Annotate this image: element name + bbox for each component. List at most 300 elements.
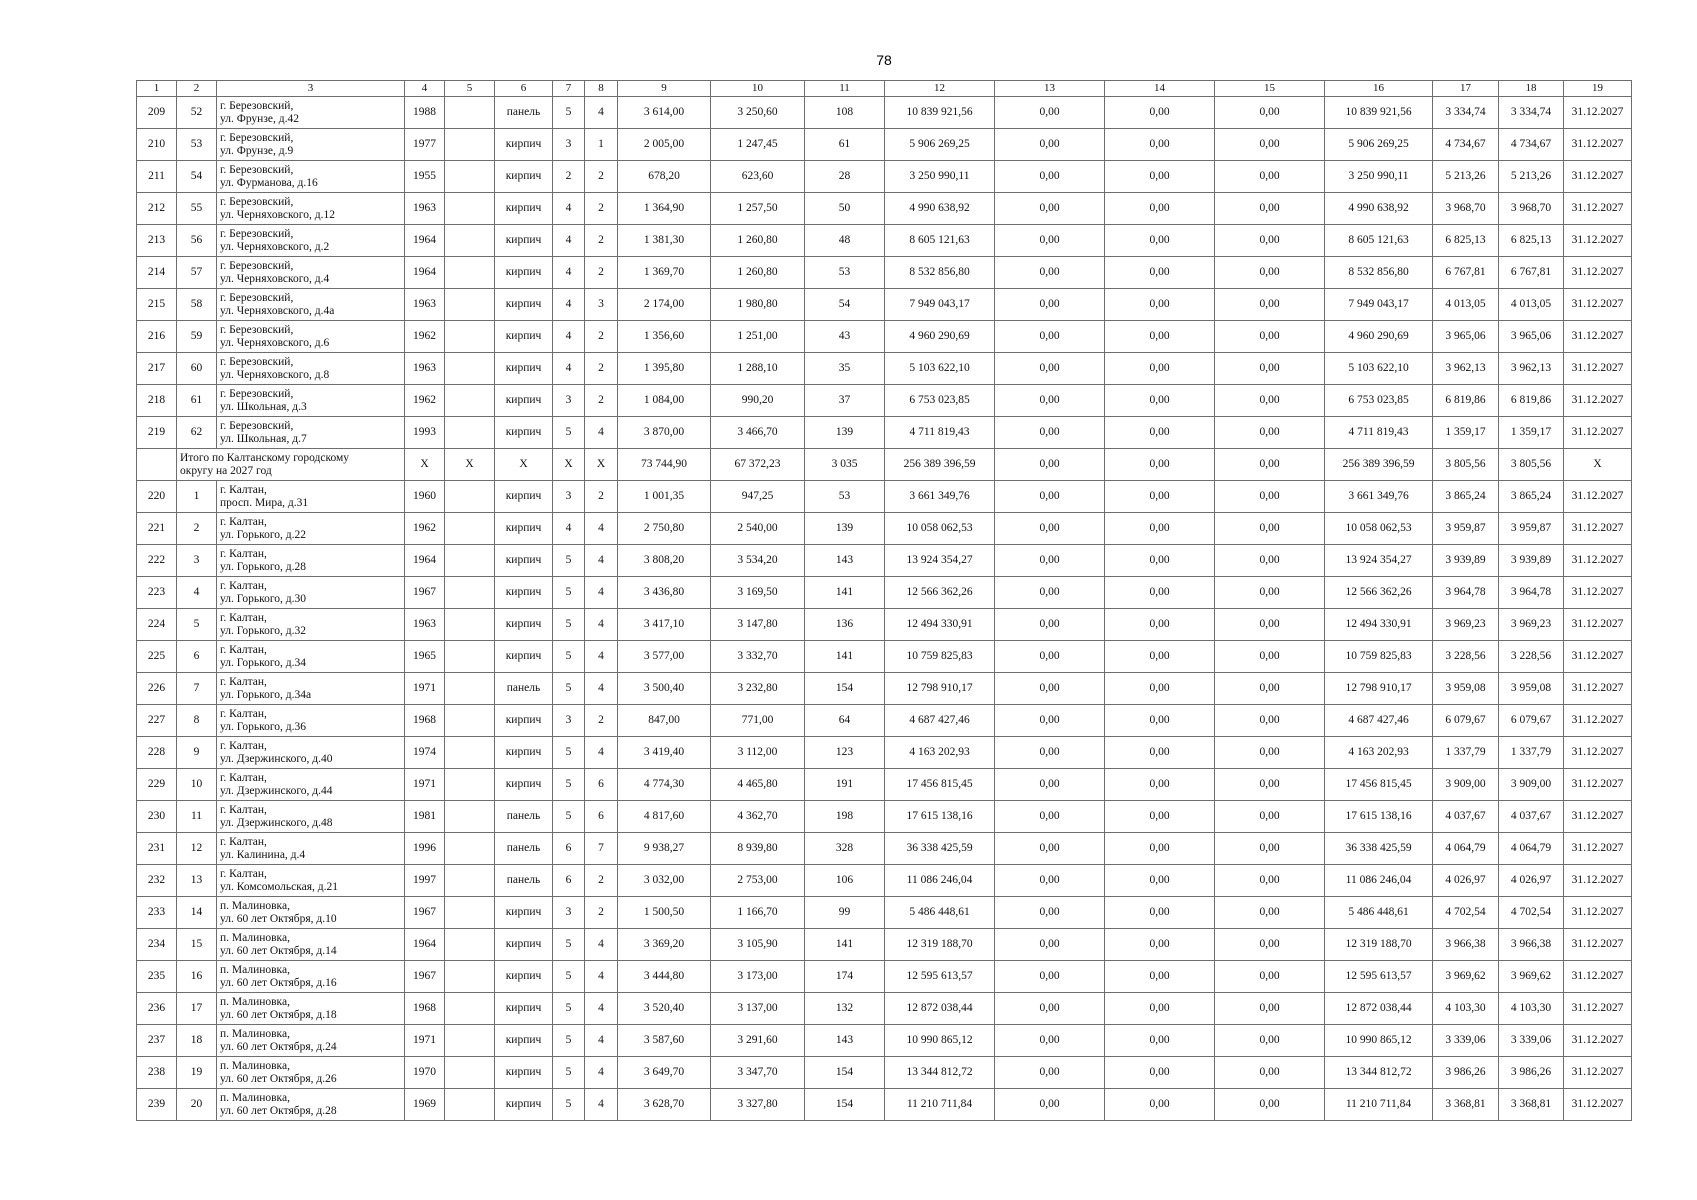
cell-col-6: кирпич <box>495 193 553 225</box>
cell-col-7: 5 <box>553 609 585 641</box>
cell-col-1: 219 <box>137 417 177 449</box>
cell-col-10: 2 540,00 <box>711 513 805 545</box>
address-line: ул. Горького, д.30 <box>220 592 307 605</box>
cell-col-8: 4 <box>585 1025 618 1057</box>
cell-col-17: 4 702,54 <box>1433 897 1499 929</box>
cell-col-15: 0,00 <box>1215 961 1325 993</box>
cell-col-16: 5 103 622,10 <box>1325 353 1433 385</box>
cell-col-4: 1968 <box>405 993 445 1025</box>
cell-col-13: 0,00 <box>995 97 1105 129</box>
cell-col-12: 8 532 856,80 <box>885 257 995 289</box>
cell-col-14: 0,00 <box>1105 545 1215 577</box>
cell-col-5 <box>445 737 495 769</box>
cell-col-7: 6 <box>553 865 585 897</box>
cell-col-7: 5 <box>553 417 585 449</box>
table-row <box>137 705 1632 737</box>
cell-col-6: кирпич <box>495 161 553 193</box>
address-line: г. Березовский, <box>220 131 294 144</box>
address-line: г. Березовский, <box>220 291 294 304</box>
cell-col-17: 3 986,26 <box>1433 1057 1499 1089</box>
cell-col-19: 31.12.2027 <box>1564 257 1632 289</box>
cell-col-15: 0,00 <box>1215 705 1325 737</box>
cell-col-7: 4 <box>553 353 585 385</box>
table-row <box>137 929 1632 961</box>
cell-col-15: 0,00 <box>1215 129 1325 161</box>
cell-col-12: 5 103 622,10 <box>885 353 995 385</box>
subtotal-label-line: Итого по Калтанскому городскому <box>180 451 350 464</box>
cell-col-5 <box>445 833 495 865</box>
cell-col-6: кирпич <box>495 993 553 1025</box>
cell-col-10: 1 257,50 <box>711 193 805 225</box>
cell-col-9: 3 500,40 <box>618 673 711 705</box>
cell-col-1: 218 <box>137 385 177 417</box>
cell-col-14: 0,00 <box>1105 961 1215 993</box>
cell-col-17: 3 339,06 <box>1433 1025 1499 1057</box>
cell-col-19: 31.12.2027 <box>1564 353 1632 385</box>
table-row <box>137 417 1632 449</box>
subtotal-row <box>137 449 1632 481</box>
subtotal-cell-col-13: 0,00 <box>995 449 1105 481</box>
cell-col-6: кирпич <box>495 705 553 737</box>
cell-col-18: 3 964,78 <box>1499 577 1564 609</box>
cell-col-13: 0,00 <box>995 225 1105 257</box>
table-row <box>137 833 1632 865</box>
cell-col-7: 5 <box>553 1025 585 1057</box>
cell-col-10: 4 465,80 <box>711 769 805 801</box>
cell-col-11: 99 <box>805 897 885 929</box>
cell-col-11: 143 <box>805 1025 885 1057</box>
cell-col-16: 13 344 812,72 <box>1325 1057 1433 1089</box>
cell-col-12: 12 595 613,57 <box>885 961 995 993</box>
address-line: ул. Горького, д.36 <box>220 720 307 733</box>
cell-col-4: 1964 <box>405 545 445 577</box>
cell-col-12: 13 924 354,27 <box>885 545 995 577</box>
column-header-19: 19 <box>1564 81 1632 97</box>
cell-col-17: 4 103,30 <box>1433 993 1499 1025</box>
address-line: г. Калтан, <box>220 483 267 496</box>
cell-col-10: 947,25 <box>711 481 805 513</box>
cell-col-18: 3 865,24 <box>1499 481 1564 513</box>
cell-col-10: 3 147,80 <box>711 609 805 641</box>
column-header-10: 10 <box>711 81 805 97</box>
cell-col-14: 0,00 <box>1105 225 1215 257</box>
address-line: г. Калтан, <box>220 643 267 656</box>
cell-col-13: 0,00 <box>995 513 1105 545</box>
cell-col-14: 0,00 <box>1105 833 1215 865</box>
cell-col-4: 1964 <box>405 225 445 257</box>
address-cell <box>217 609 405 641</box>
cell-col-2: 62 <box>177 417 217 449</box>
cell-col-8: 2 <box>585 385 618 417</box>
cell-col-12: 5 486 448,61 <box>885 897 995 929</box>
cell-col-16: 11 210 711,84 <box>1325 1089 1433 1121</box>
cell-col-18: 6 825,13 <box>1499 225 1564 257</box>
cell-col-9: 1 500,50 <box>618 897 711 929</box>
column-header-7: 7 <box>553 81 585 97</box>
cell-col-2: 54 <box>177 161 217 193</box>
cell-col-10: 1 288,10 <box>711 353 805 385</box>
cell-col-19: 31.12.2027 <box>1564 833 1632 865</box>
cell-col-13: 0,00 <box>995 321 1105 353</box>
cell-col-4: 1964 <box>405 257 445 289</box>
cell-col-13: 0,00 <box>995 929 1105 961</box>
table-row <box>137 641 1632 673</box>
cell-col-7: 5 <box>553 545 585 577</box>
cell-col-18: 3 228,56 <box>1499 641 1564 673</box>
cell-col-14: 0,00 <box>1105 737 1215 769</box>
cell-col-5 <box>445 193 495 225</box>
cell-col-13: 0,00 <box>995 577 1105 609</box>
cell-col-11: 136 <box>805 609 885 641</box>
cell-col-6: панель <box>495 673 553 705</box>
cell-col-12: 7 949 043,17 <box>885 289 995 321</box>
cell-col-7: 5 <box>553 801 585 833</box>
cell-col-18: 5 213,26 <box>1499 161 1564 193</box>
address-line: просп. Мира, д.31 <box>220 496 309 509</box>
cell-col-9: 1 395,80 <box>618 353 711 385</box>
cell-col-13: 0,00 <box>995 257 1105 289</box>
cell-col-8: 6 <box>585 801 618 833</box>
cell-col-6: кирпич <box>495 641 553 673</box>
cell-col-5 <box>445 609 495 641</box>
address-line: г. Калтан, <box>220 675 267 688</box>
cell-col-10: 1 260,80 <box>711 225 805 257</box>
address-cell <box>217 737 405 769</box>
cell-col-1: 225 <box>137 641 177 673</box>
cell-col-5 <box>445 481 495 513</box>
cell-col-5 <box>445 97 495 129</box>
column-header-8: 8 <box>585 81 618 97</box>
cell-col-2: 20 <box>177 1089 217 1121</box>
cell-col-15: 0,00 <box>1215 289 1325 321</box>
cell-col-6: кирпич <box>495 417 553 449</box>
cell-col-1: 234 <box>137 929 177 961</box>
cell-col-12: 3 250 990,11 <box>885 161 995 193</box>
cell-col-2: 12 <box>177 833 217 865</box>
cell-col-7: 3 <box>553 481 585 513</box>
cell-col-19: 31.12.2027 <box>1564 129 1632 161</box>
cell-col-12: 4 990 638,92 <box>885 193 995 225</box>
cell-col-8: 4 <box>585 1057 618 1089</box>
table-row <box>137 481 1632 513</box>
cell-col-12: 6 753 023,85 <box>885 385 995 417</box>
cell-col-6: кирпич <box>495 1089 553 1121</box>
cell-col-4: 1968 <box>405 705 445 737</box>
cell-col-14: 0,00 <box>1105 673 1215 705</box>
cell-col-10: 3 347,70 <box>711 1057 805 1089</box>
cell-col-11: 28 <box>805 161 885 193</box>
address-line: п. Малиновка, <box>220 899 290 912</box>
cell-col-10: 1 251,00 <box>711 321 805 353</box>
cell-col-11: 64 <box>805 705 885 737</box>
subtotal-cell-col-10: 67 372,23 <box>711 449 805 481</box>
cell-col-8: 4 <box>585 609 618 641</box>
cell-col-6: кирпич <box>495 225 553 257</box>
cell-col-18: 3 959,87 <box>1499 513 1564 545</box>
subtotal-cell-col-6: X <box>495 449 553 481</box>
cell-col-5 <box>445 289 495 321</box>
cell-col-10: 3 534,20 <box>711 545 805 577</box>
cell-col-19: 31.12.2027 <box>1564 609 1632 641</box>
cell-col-13: 0,00 <box>995 737 1105 769</box>
cell-col-1: 228 <box>137 737 177 769</box>
cell-col-4: 1997 <box>405 865 445 897</box>
cell-col-19: 31.12.2027 <box>1564 289 1632 321</box>
empty-cell <box>137 449 177 481</box>
cell-col-8: 2 <box>585 321 618 353</box>
cell-col-15: 0,00 <box>1215 1025 1325 1057</box>
cell-col-19: 31.12.2027 <box>1564 321 1632 353</box>
cell-col-16: 4 990 638,92 <box>1325 193 1433 225</box>
address-line: г. Березовский, <box>220 323 294 336</box>
cell-col-12: 11 086 246,04 <box>885 865 995 897</box>
cell-col-8: 7 <box>585 833 618 865</box>
cell-col-6: кирпич <box>495 897 553 929</box>
cell-col-14: 0,00 <box>1105 609 1215 641</box>
cell-col-18: 3 962,13 <box>1499 353 1564 385</box>
cell-col-19: 31.12.2027 <box>1564 769 1632 801</box>
cell-col-2: 59 <box>177 321 217 353</box>
address-line: ул. Горького, д.34а <box>220 688 312 701</box>
cell-col-5 <box>445 385 495 417</box>
cell-col-13: 0,00 <box>995 769 1105 801</box>
cell-col-11: 54 <box>805 289 885 321</box>
cell-col-15: 0,00 <box>1215 609 1325 641</box>
cell-col-1: 235 <box>137 961 177 993</box>
cell-col-7: 5 <box>553 929 585 961</box>
cell-col-18: 3 966,38 <box>1499 929 1564 961</box>
cell-col-6: кирпич <box>495 545 553 577</box>
address-line: ул. 60 лет Октября, д.24 <box>220 1040 337 1053</box>
cell-col-15: 0,00 <box>1215 225 1325 257</box>
cell-col-16: 4 711 819,43 <box>1325 417 1433 449</box>
cell-col-5 <box>445 225 495 257</box>
cell-col-6: панель <box>495 801 553 833</box>
cell-col-10: 3 169,50 <box>711 577 805 609</box>
cell-col-13: 0,00 <box>995 609 1105 641</box>
cell-col-16: 10 058 062,53 <box>1325 513 1433 545</box>
cell-col-5 <box>445 129 495 161</box>
cell-col-9: 1 369,70 <box>618 257 711 289</box>
cell-col-14: 0,00 <box>1105 1057 1215 1089</box>
cell-col-14: 0,00 <box>1105 513 1215 545</box>
cell-col-2: 16 <box>177 961 217 993</box>
cell-col-11: 61 <box>805 129 885 161</box>
cell-col-18: 6 767,81 <box>1499 257 1564 289</box>
cell-col-9: 1 084,00 <box>618 385 711 417</box>
cell-col-14: 0,00 <box>1105 641 1215 673</box>
cell-col-15: 0,00 <box>1215 737 1325 769</box>
cell-col-7: 5 <box>553 1089 585 1121</box>
cell-col-14: 0,00 <box>1105 897 1215 929</box>
cell-col-10: 2 753,00 <box>711 865 805 897</box>
column-header-14: 14 <box>1105 81 1215 97</box>
cell-col-11: 174 <box>805 961 885 993</box>
cell-col-10: 1 166,70 <box>711 897 805 929</box>
address-line: ул. Школьная, д.3 <box>220 400 307 413</box>
cell-col-8: 4 <box>585 961 618 993</box>
cell-col-15: 0,00 <box>1215 769 1325 801</box>
cell-col-6: кирпич <box>495 609 553 641</box>
cell-col-19: 31.12.2027 <box>1564 97 1632 129</box>
cell-col-17: 4 037,67 <box>1433 801 1499 833</box>
cell-col-18: 3 939,89 <box>1499 545 1564 577</box>
cell-col-9: 3 587,60 <box>618 1025 711 1057</box>
cell-col-19: 31.12.2027 <box>1564 577 1632 609</box>
table-row <box>137 577 1632 609</box>
cell-col-10: 623,60 <box>711 161 805 193</box>
cell-col-1: 229 <box>137 769 177 801</box>
cell-col-7: 5 <box>553 737 585 769</box>
cell-col-11: 191 <box>805 769 885 801</box>
cell-col-11: 328 <box>805 833 885 865</box>
cell-col-7: 4 <box>553 289 585 321</box>
address-line: ул. Черняховского, д.8 <box>220 368 330 381</box>
cell-col-7: 4 <box>553 257 585 289</box>
cell-col-11: 108 <box>805 97 885 129</box>
cell-col-14: 0,00 <box>1105 865 1215 897</box>
cell-col-5 <box>445 801 495 833</box>
address-line: п. Малиновка, <box>220 1059 290 1072</box>
cell-col-8: 2 <box>585 481 618 513</box>
cell-col-17: 3 368,81 <box>1433 1089 1499 1121</box>
cell-col-12: 10 058 062,53 <box>885 513 995 545</box>
cell-col-9: 847,00 <box>618 705 711 737</box>
cell-col-10: 4 362,70 <box>711 801 805 833</box>
cell-col-13: 0,00 <box>995 417 1105 449</box>
cell-col-19: 31.12.2027 <box>1564 705 1632 737</box>
cell-col-6: кирпич <box>495 289 553 321</box>
cell-col-14: 0,00 <box>1105 769 1215 801</box>
cell-col-8: 4 <box>585 737 618 769</box>
cell-col-13: 0,00 <box>995 705 1105 737</box>
cell-col-2: 7 <box>177 673 217 705</box>
cell-col-1: 226 <box>137 673 177 705</box>
cell-col-18: 3 969,62 <box>1499 961 1564 993</box>
table-row <box>137 1057 1632 1089</box>
cell-col-18: 1 337,79 <box>1499 737 1564 769</box>
cell-col-9: 3 444,80 <box>618 961 711 993</box>
cell-col-14: 0,00 <box>1105 193 1215 225</box>
cell-col-19: 31.12.2027 <box>1564 641 1632 673</box>
cell-col-11: 143 <box>805 545 885 577</box>
cell-col-9: 678,20 <box>618 161 711 193</box>
address-line: ул. 60 лет Октября, д.10 <box>220 912 337 925</box>
cell-col-9: 3 032,00 <box>618 865 711 897</box>
cell-col-5 <box>445 513 495 545</box>
cell-col-2: 13 <box>177 865 217 897</box>
cell-col-15: 0,00 <box>1215 353 1325 385</box>
table-row <box>137 1089 1632 1121</box>
cell-col-16: 12 798 910,17 <box>1325 673 1433 705</box>
cell-col-16: 10 839 921,56 <box>1325 97 1433 129</box>
cell-col-10: 3 173,00 <box>711 961 805 993</box>
cell-col-5 <box>445 1025 495 1057</box>
cell-col-15: 0,00 <box>1215 97 1325 129</box>
cell-col-4: 1964 <box>405 929 445 961</box>
cell-col-4: 1960 <box>405 481 445 513</box>
address-line: п. Малиновка, <box>220 995 290 1008</box>
cell-col-13: 0,00 <box>995 193 1105 225</box>
address-line: г. Березовский, <box>220 195 294 208</box>
table-row <box>137 161 1632 193</box>
cell-col-1: 211 <box>137 161 177 193</box>
cell-col-17: 1 359,17 <box>1433 417 1499 449</box>
cell-col-17: 3 959,87 <box>1433 513 1499 545</box>
cell-col-17: 6 819,86 <box>1433 385 1499 417</box>
cell-col-12: 12 872 038,44 <box>885 993 995 1025</box>
cell-col-10: 3 105,90 <box>711 929 805 961</box>
cell-col-17: 3 228,56 <box>1433 641 1499 673</box>
cell-col-1: 236 <box>137 993 177 1025</box>
cell-col-2: 14 <box>177 897 217 929</box>
cell-col-8: 2 <box>585 257 618 289</box>
cell-col-16: 8 605 121,63 <box>1325 225 1433 257</box>
column-header-16: 16 <box>1325 81 1433 97</box>
cell-col-8: 1 <box>585 129 618 161</box>
cell-col-15: 0,00 <box>1215 801 1325 833</box>
table-row <box>137 993 1632 1025</box>
table-row <box>137 1025 1632 1057</box>
cell-col-1: 232 <box>137 865 177 897</box>
cell-col-8: 4 <box>585 641 618 673</box>
cell-col-14: 0,00 <box>1105 257 1215 289</box>
cell-col-16: 7 949 043,17 <box>1325 289 1433 321</box>
cell-col-10: 3 137,00 <box>711 993 805 1025</box>
cell-col-1: 223 <box>137 577 177 609</box>
address-line: ул. Дзержинского, д.40 <box>220 752 333 765</box>
cell-col-2: 57 <box>177 257 217 289</box>
cell-col-17: 3 968,70 <box>1433 193 1499 225</box>
cell-col-1: 224 <box>137 609 177 641</box>
cell-col-7: 5 <box>553 97 585 129</box>
cell-col-7: 5 <box>553 993 585 1025</box>
cell-col-7: 3 <box>553 897 585 929</box>
address-line: ул. Фрунзе, д.42 <box>220 112 299 125</box>
table-row <box>137 321 1632 353</box>
cell-col-4: 1974 <box>405 737 445 769</box>
cell-col-8: 2 <box>585 865 618 897</box>
cell-col-10: 3 466,70 <box>711 417 805 449</box>
address-line: г. Калтан, <box>220 547 267 560</box>
cell-col-7: 2 <box>553 161 585 193</box>
cell-col-2: 58 <box>177 289 217 321</box>
cell-col-16: 8 532 856,80 <box>1325 257 1433 289</box>
cell-col-6: кирпич <box>495 481 553 513</box>
cell-col-17: 4 013,05 <box>1433 289 1499 321</box>
cell-col-15: 0,00 <box>1215 385 1325 417</box>
cell-col-15: 0,00 <box>1215 929 1325 961</box>
cell-col-17: 3 939,89 <box>1433 545 1499 577</box>
cell-col-1: 216 <box>137 321 177 353</box>
cell-col-5 <box>445 865 495 897</box>
cell-col-8: 3 <box>585 289 618 321</box>
cell-col-11: 154 <box>805 673 885 705</box>
address-line: г. Калтан, <box>220 771 267 784</box>
cell-col-18: 4 064,79 <box>1499 833 1564 865</box>
cell-col-13: 0,00 <box>995 129 1105 161</box>
cell-col-5 <box>445 1089 495 1121</box>
table-row <box>137 513 1632 545</box>
cell-col-11: 37 <box>805 385 885 417</box>
address-cell <box>217 833 405 865</box>
cell-col-1: 230 <box>137 801 177 833</box>
cell-col-12: 4 960 290,69 <box>885 321 995 353</box>
column-header-3: 3 <box>217 81 405 97</box>
cell-col-8: 4 <box>585 993 618 1025</box>
cell-col-2: 3 <box>177 545 217 577</box>
cell-col-14: 0,00 <box>1105 1089 1215 1121</box>
